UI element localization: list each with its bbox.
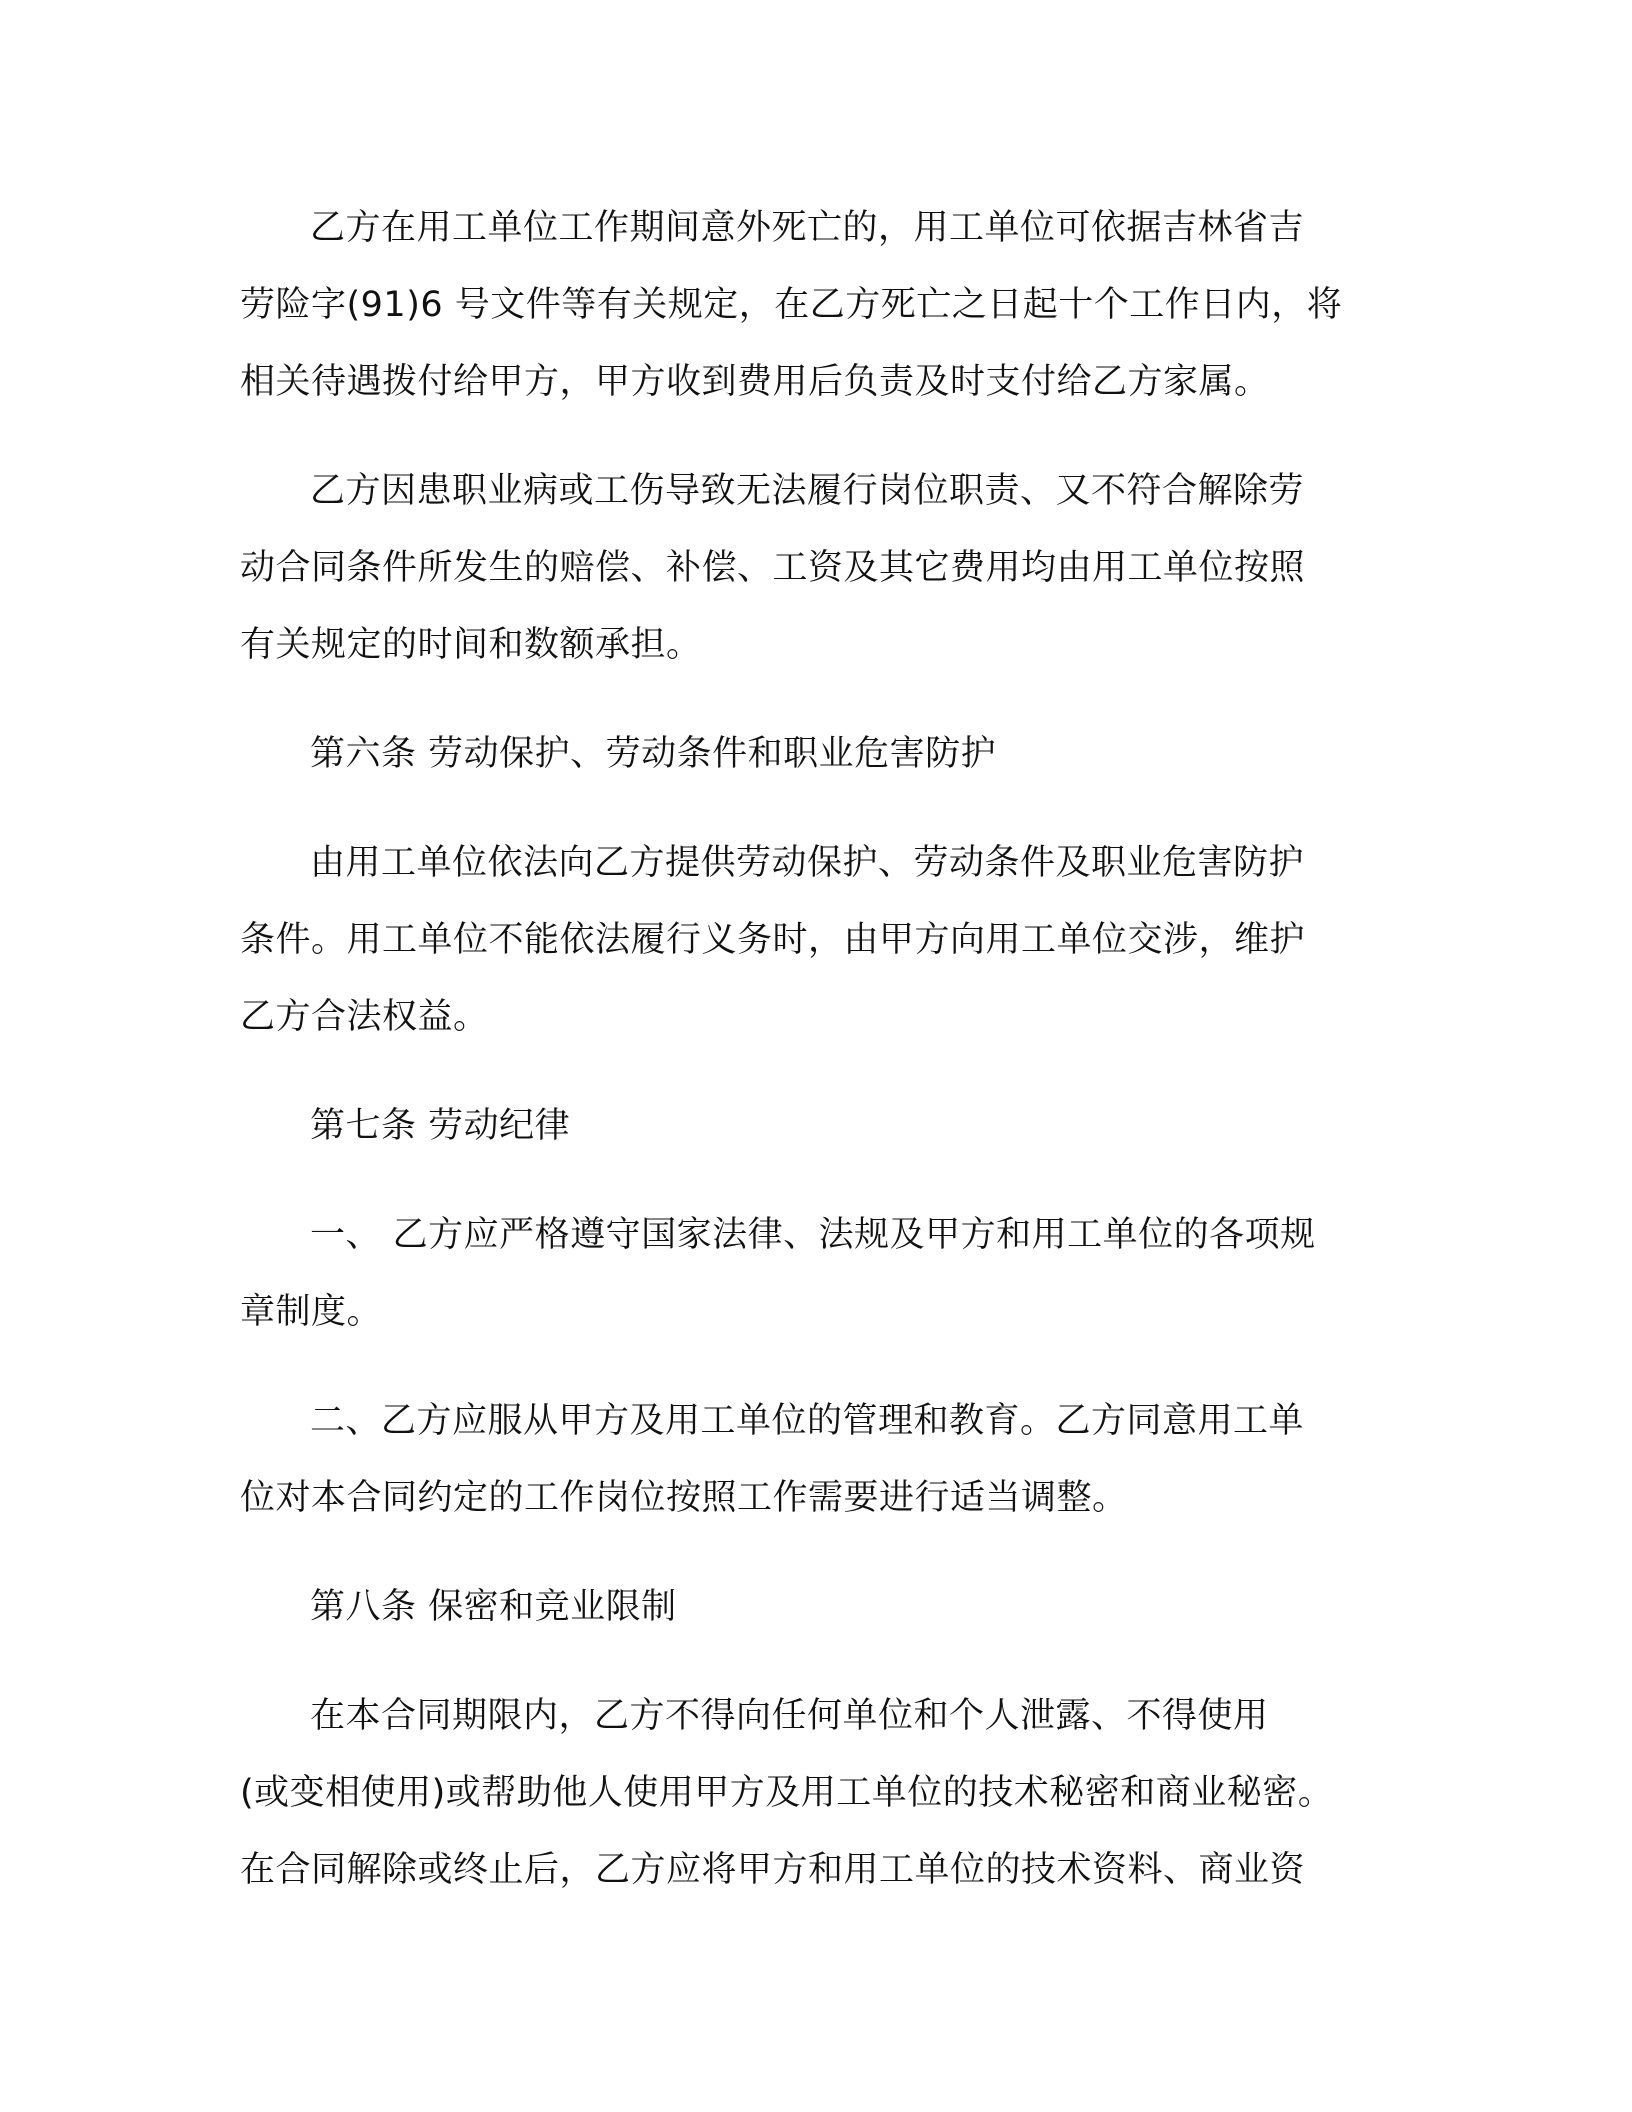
article-7-heading [240, 1088, 1395, 1165]
text-line: 动合同条件所发生的赔偿、补偿、工资及其它费用均由用工单位按照 [240, 548, 1306, 588]
text-line: 在本合同期限内，乙方不得向任何单位和个人泄露、不得使用 [310, 1696, 1269, 1736]
text-line: 相关待遇拨付给甲方，甲方收到费用后负责及时支付给乙方家属。 [240, 362, 1270, 402]
paragraph-confidentiality [240, 1678, 1395, 1909]
text-line: 有关规定的时间和数额承担。 [240, 625, 702, 665]
text-line: 二、乙方应服从甲方及用工单位的管理和教育。乙方同意用工单 [310, 1401, 1305, 1441]
heading-text: 第七条 劳动纪律 [310, 1106, 571, 1146]
text-line: 乙方因患职业病或工伤导致无法履行岗位职责、又不符合解除劳 [310, 471, 1305, 511]
text-line: 一、 乙方应严格遵守国家法律、法规及甲方和用工单位的各项规 [310, 1215, 1316, 1255]
document-page [240, 190, 1395, 1941]
text-line: 乙方合法权益。 [240, 997, 489, 1037]
paragraph-labor-protection [240, 825, 1395, 1056]
article-8-heading [240, 1569, 1395, 1646]
paragraph-occupational-disease [240, 453, 1395, 684]
text-line: 由用工单位依法向乙方提供劳动保护、劳动条件及职业危害防护 [310, 843, 1305, 883]
heading-text: 第八条 保密和竞业限制 [310, 1587, 677, 1627]
text-line: (或变相使用)或帮助他人使用甲方及用工单位的技术秘密和商业秘密。 [240, 1773, 1334, 1813]
text-line: 乙方在用工单位工作期间意外死亡的，用工单位可依据吉林省吉 [310, 208, 1305, 248]
text-line: 章制度。 [240, 1292, 383, 1332]
heading-text: 第六条 劳动保护、劳动条件和职业危害防护 [310, 734, 997, 774]
article-6-heading [240, 716, 1395, 793]
paragraph-accidental-death [240, 190, 1395, 421]
paragraph-discipline-1 [240, 1197, 1395, 1351]
text-line: 位对本合同约定的工作岗位按照工作需要进行适当调整。 [240, 1478, 1128, 1518]
text-line: 在合同解除或终止后，乙方应将甲方和用工单位的技术资料、商业资 [240, 1850, 1306, 1890]
paragraph-discipline-2 [240, 1383, 1395, 1537]
text-line: 条件。用工单位不能依法履行义务时，由甲方向用工单位交涉，维护 [240, 920, 1306, 960]
text-line: 劳险字(91)6 号文件等有关规定，在乙方死亡之日起十个工作日内，将 [240, 285, 1343, 325]
